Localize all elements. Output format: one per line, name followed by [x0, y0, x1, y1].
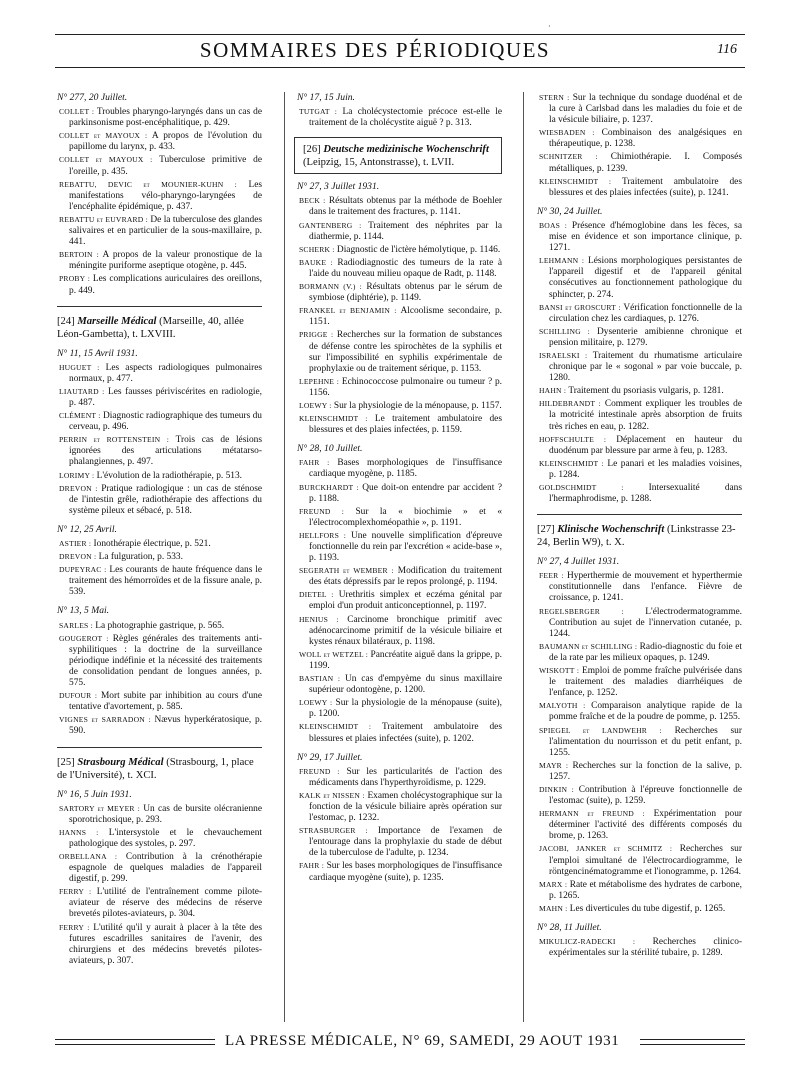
journal-heading — [294, 137, 502, 174]
list-item — [57, 386, 262, 409]
article-title: Comment expliquer les troubles de la motricité intestinale après absorption de fruits très riches en eau, p. 1282. — [549, 399, 743, 432]
author: FRANKEL et BENJAMIN : — [299, 306, 397, 316]
author: WOLL et WETZEL : — [299, 649, 369, 659]
article-title: Dysenterie amibienne chronique et pension militaire, p. 1279. — [549, 326, 742, 348]
list-item — [537, 434, 742, 457]
footer-rule-left — [55, 1039, 215, 1045]
issue-heading: N° 28, 11 Juillet. — [537, 922, 602, 933]
author: FAHR : — [299, 861, 325, 871]
article-title: Règles générales des traitements anti-syphilitiques : la doctrine de la surveillance périodique indéfinie et la nécessité des traitements de consolidation pendant de longues années, p. 575. — [69, 633, 262, 689]
list-item — [537, 903, 742, 915]
list-item — [57, 690, 262, 713]
author: JACOBI, JANKER et SCHMITZ : — [539, 844, 673, 854]
article-title: Hyperthermie de mouvement et hyperthermie constitutionnelle dans l'enfance. Fièvre de croissance, p. 1241. — [549, 571, 743, 604]
author: BANSI et GROSCURT : — [539, 302, 621, 312]
author: HENIUS : — [299, 614, 339, 624]
list-item — [297, 506, 502, 529]
article-title: Les complications auriculaires des oreillons, p. 449. — [69, 274, 262, 296]
article-title: Le traitement ambulatoire des blessures et des plaies infectées, p. 1159. — [309, 414, 502, 436]
author: SCHILLING : — [539, 326, 590, 336]
author: HELLFORS : — [299, 530, 347, 540]
list-item — [297, 482, 502, 505]
article-title: Modification du traitement des états dépressifs par le repos prolongé, p. 1194. — [309, 566, 503, 588]
issue-heading: N° 13, 5 Mai. — [57, 605, 110, 617]
author: BASTIAN : — [299, 674, 341, 684]
list-item — [297, 614, 502, 648]
author: WISKOTT : — [539, 666, 580, 676]
author: BAUMANN et SCHILLING : — [539, 641, 638, 651]
journal-heading — [537, 523, 742, 549]
list-item — [57, 362, 262, 385]
list-item — [57, 483, 262, 517]
page-header — [55, 34, 745, 70]
journal-heading — [57, 315, 262, 341]
author: COLLET et MAYOUX : — [59, 155, 153, 165]
article-title: Les fausses périviscérites en radiologie, p. 487. — [69, 386, 262, 408]
author: MIKULICZ-RADECKI : — [539, 937, 636, 947]
article-title: A propos de l'évolution du papillome du larynx, p. 433. — [69, 131, 262, 153]
top-mark: · — [548, 22, 551, 31]
list-item — [537, 220, 742, 254]
article-title: La cholécystectomie précoce est-elle le traitement de la cholécystite aiguë ? p. 313. — [309, 107, 503, 129]
author: SARTORY et MEYER : — [59, 803, 140, 813]
list-item — [297, 457, 502, 480]
article-title: Mort subite par inhibition au cours d'une tentative d'avortement, p. 585. — [69, 691, 262, 713]
journal-name: Klinische Wochenschrift — [557, 524, 665, 536]
article-title: Urethritis simplex et eczéma génital par emploi d'un produit anticonceptionnel, p. 1197. — [309, 590, 502, 612]
author: MAYR : — [539, 760, 569, 770]
author: PERRIN et ROTTENSTEIN : — [59, 435, 170, 445]
author: COLLET et MAYOUX : — [59, 131, 148, 141]
article-title: Que doit-on entendre par accident ? p. 1188. — [309, 482, 503, 504]
list-item — [57, 434, 262, 468]
author: SCHERK : — [299, 244, 335, 254]
author: ASTIER : — [59, 539, 92, 548]
list-item — [297, 565, 502, 588]
list-item — [57, 851, 262, 885]
author: HERMANN et FREUND : — [539, 809, 645, 819]
author: HANNS : — [59, 827, 99, 837]
author: MALYOTH : — [539, 701, 586, 711]
article-title: A propos de la valeur pronostique de la méningite puriforme aseptique otogène, p. 445. — [69, 250, 262, 272]
article-title: Traitement des néphrites par la diathermie, p. 1144. — [309, 220, 502, 242]
list-item — [297, 257, 502, 280]
list-item — [57, 470, 262, 482]
article-title: Sur les particularités de l'action des médicaments dans l'hyperthyroïdisme, p. 1229. — [309, 766, 502, 788]
author: DIETEL : — [299, 590, 334, 600]
list-item — [537, 350, 742, 384]
list-item — [297, 376, 502, 399]
author: PRIGGE : — [299, 330, 334, 340]
list-item — [57, 106, 262, 129]
footer-text: LA PRESSE MÉDICALE, N° 69, SAMEDI, 29 AOUT 1931 — [225, 1033, 620, 1049]
article-title: Contribution à l'épreuve fonctionnelle de l'estomac (suite), p. 1259. — [549, 784, 743, 807]
author: KLEINSCHMIDT : — [299, 414, 368, 424]
article-title: L'évolution de la radiothérapie, p. 513. — [96, 470, 243, 481]
article-title: Un cas d'empyème du sinus maxillaire supérieur odontogène, p. 1200. — [309, 674, 503, 696]
page-number: 116 — [717, 42, 737, 57]
list-item — [537, 808, 742, 842]
article-title: Pancréatite aiguë dans la grippe, p. 1199. — [309, 649, 503, 671]
list-item — [297, 697, 502, 720]
list-item — [537, 570, 742, 604]
list-item — [537, 606, 742, 640]
article-title: Carcinome bronchique primitif avec adénocarcinome primitif de la vésicule biliaire et kystes rénaux bilatéraux, p. 1198. — [309, 614, 503, 647]
article-title: L'utilité de l'entraînement comme pilote-aviateur de réserve des médecins de réserve brevetés pilotes-aviateurs, p. 304. — [69, 887, 262, 920]
list-item — [57, 714, 262, 737]
list-item — [297, 589, 502, 612]
header-rule-bottom — [55, 67, 745, 68]
author: WIESBADEN : — [539, 128, 595, 138]
author: BECK : — [299, 196, 326, 206]
issue-heading: N° 30, 24 Juillet. — [537, 205, 603, 217]
journal-info: (Linkstrasse 23-24, Berlin W9), t. X. — [537, 524, 736, 549]
list-item — [57, 538, 262, 550]
author: FAHR : — [299, 458, 330, 468]
list-item — [537, 458, 742, 481]
list-item — [537, 641, 742, 664]
list-item — [297, 244, 502, 256]
article-title: Examen cholécystographique sur la fonction de la vésicule biliaire après opération sur l'estomac, p. 1232. — [309, 790, 502, 824]
author: GOLDSCHMIDT : — [539, 483, 624, 492]
article-title: Sur les bases morphologiques de l'insuffisance cardiaque myogène (suite), p. 1235. — [309, 861, 502, 883]
article-title: Une nouvelle simplification d'épreuve fonctionnelle du rein par l'excrétion « acide-base », p. 1193. — [309, 530, 502, 564]
author: KLEINSCHMIDT : — [299, 722, 372, 732]
article-title: Recherches sur la fonction de la salive, p. 1257. — [549, 760, 742, 782]
author: DREVON : — [59, 483, 98, 493]
author: CLÉMENT : — [59, 411, 101, 421]
journal-info: (Marseille, 40, allée Léon-Gambetta), t. LXVIII. — [57, 315, 244, 340]
list-item — [57, 564, 262, 598]
author: PROBY : — [59, 274, 90, 284]
list-item — [537, 398, 742, 432]
author: FEER : — [539, 571, 564, 581]
article-title: Ionothérapie électrique, p. 521. — [93, 539, 211, 549]
article-title: Traitement ambulatoire des blessures et plaies infectées (suite), p. 1202. — [309, 722, 502, 744]
list-item — [537, 326, 742, 349]
author: BOAS : — [539, 220, 568, 230]
list-item — [537, 665, 742, 699]
article-title: Expérimentation pour déterminer l'activité des différents composés du brome, p. 1263. — [549, 809, 743, 842]
list-item — [537, 151, 742, 174]
author: STERN : — [539, 93, 570, 102]
list-item — [297, 305, 502, 328]
article-title: Les manifestations vélo-pharyngo-laryngées de l'encéphalite épidémique, p. 437. — [69, 179, 263, 212]
author: DUPEYRAC : — [59, 565, 107, 575]
article-title: Emploi de pomme fraîche pulvérisée dans le traitement des maladies diarrhéiques de l'enfance, p. 1252. — [549, 666, 742, 699]
author: LOEWY : — [299, 698, 333, 708]
article-title: Recherches sur l'alimentation du nourrisson et du petit enfant, p. 1255. — [549, 725, 742, 758]
list-item — [57, 273, 262, 296]
author: FERRY : — [59, 887, 92, 897]
list-item — [297, 766, 502, 789]
list-item — [297, 673, 502, 696]
list-item — [537, 385, 742, 397]
list-item — [57, 551, 262, 563]
list-item — [537, 700, 742, 723]
issue-heading: N° 28, 10 Juillet. — [297, 443, 363, 455]
author: REBATTU et EUVRARD : — [59, 214, 148, 224]
journal-number: [26] — [303, 144, 321, 156]
author: SPIEGEL et LANDWEHR : — [539, 725, 662, 735]
footer-rule-right — [640, 1039, 745, 1045]
article-title: La fulguration, p. 533. — [98, 552, 183, 563]
author: ISRAELSKI : — [539, 350, 588, 360]
article-title: Radio-diagnostic du foie et de la rate par les milieux opaques, p. 1249. — [549, 641, 742, 663]
section-divider — [537, 514, 742, 515]
article-title: Déplacement en hauteur du duodénum par blessure par arme à feu, p. 1283. — [549, 434, 743, 456]
article-title: Contribution à la crénothérapie espagnole de quelques maladies de l'appareil digestif, p. 299. — [69, 851, 262, 885]
article-title: Les aspects radiologiques pulmonaires normaux, p. 477. — [69, 362, 263, 384]
list-item — [537, 936, 742, 959]
list-item — [57, 130, 262, 153]
article-title: Recherches sur la formation de substances de défense contre les spirochètes de la syphilis et sur l'impossibilité en syphilis expérimentale de prophylaxie ou de traitement sérique, p. 1153. — [309, 330, 503, 374]
article-title: Echinococcose pulmonaire ou tumeur ? p. 1156. — [309, 376, 502, 398]
author: BORMANN (V.) : — [299, 282, 362, 292]
author: FERRY : — [59, 922, 90, 932]
author: HILDEBRANDT : — [539, 399, 601, 409]
list-item — [297, 106, 502, 129]
journal-number: [24] — [57, 315, 75, 327]
article-title: Intersexualité dans l'hermaphrodisme, p. 1288. — [549, 483, 743, 505]
article-title: Comparaison analytique rapide de la pomme fraîche et de la poudre de pomme, p. 1255. — [549, 701, 743, 723]
author: BURCKHARDT : — [299, 482, 359, 492]
section-divider — [57, 747, 262, 748]
article-title: Trois cas de lésions ignorées des articulations métatarso-phalangiennes, p. 497. — [69, 435, 262, 468]
article-title: Nævus hyperkératosique, p. 590. — [69, 715, 263, 737]
article-title: Un cas de bursite olécranienne sporotrichosique, p. 293. — [69, 803, 262, 825]
article-title: Importance de l'examen de l'entourage dans la prophylaxie du stade de début de la tuberculose de l'adulte, p. 1234. — [309, 826, 502, 859]
article-title: Traitement du rhumatisme articulaire chronique par le « sogonal » par voie buccale, p. 1280. — [549, 350, 742, 384]
list-item — [297, 530, 502, 564]
article-title: Sur la technique du sondage duodénal et de la cure à Carlsbad dans les maladies du foie et de la vésicule biliaire, p. 1237. — [549, 93, 743, 126]
list-item — [537, 176, 742, 199]
author: GOUGEROT : — [59, 633, 109, 643]
author: FREUND : — [299, 506, 345, 516]
list-item — [57, 214, 262, 248]
issue-heading: N° 277, 20 Juillet. — [57, 92, 128, 103]
list-item — [297, 825, 502, 859]
list-item — [537, 255, 742, 300]
author: SARLES : — [59, 620, 93, 630]
list-item — [297, 721, 502, 744]
journal-info: (Strasbourg, 1, place de l'Université), t. XCI. — [57, 756, 254, 781]
list-item — [57, 620, 262, 632]
column-3 — [537, 92, 742, 960]
author: HUGUET : — [59, 362, 100, 372]
article-title: Diagnostic radiographique des tumeurs du cerveau, p. 496. — [69, 411, 262, 433]
article-title: Diagnostic de l'ictère hémolytique, p. 1146. — [336, 244, 501, 255]
author: KALK et NISSEN : — [299, 790, 365, 800]
author: DINKIN : — [539, 784, 574, 794]
page-title: SOMMAIRES DES PÉRIODIQUES — [199, 38, 551, 62]
author: STRASBURGER : — [299, 826, 368, 836]
list-item — [57, 633, 262, 689]
column-separator — [523, 92, 524, 1022]
list-item — [57, 249, 262, 272]
article-title: L'intersystole et le chevauchement pathologique des systoles, p. 297. — [69, 827, 262, 849]
article-title: Sur la physiologie de la ménopause (suite), p. 1200. — [309, 698, 502, 720]
article-title: De la tuberculose des glandes salivaires et en particulier de la sous-maxillaire, p. 441. — [69, 214, 262, 248]
author: SCHNITZER : — [539, 152, 598, 162]
issue-heading: N° 27, 4 Juillet 1931. — [537, 556, 620, 568]
author: SEGERATH et WEMBER : — [299, 566, 394, 576]
article-title: Combinaison des analgésiques en thérapeutique, p. 1238. — [549, 128, 743, 150]
article-title: L'électrodermatogramme. Contribution au sujet de l'innervation cutanée, p. 1244. — [549, 606, 742, 639]
journal-name: Strasbourg Médical — [77, 756, 164, 768]
author: HOFFSCHULTE : — [539, 434, 607, 444]
article-title: La photographie gastrique, p. 565. — [95, 620, 225, 631]
author: LOEWY : — [299, 400, 332, 410]
article-title: Les diverticules du tube digestif, p. 1265. — [569, 903, 726, 914]
author: DREVON : — [59, 552, 97, 562]
author: LIAUTARD : — [59, 386, 105, 396]
author: REGELSBERGER : — [539, 606, 624, 616]
column-2 — [297, 92, 502, 885]
list-item — [57, 827, 262, 850]
journal-name: Marseille Médical — [77, 315, 157, 327]
issue-heading: N° 16, 5 Juin 1931. — [57, 788, 132, 800]
author: COLLET : — [59, 107, 95, 117]
article-title: Les courants de haute fréquence dans le traitement des hémorroïdes et de la fissure anale, p. 539. — [69, 565, 263, 598]
list-item — [57, 154, 262, 177]
author: DUFOUR : — [59, 691, 98, 701]
list-item — [297, 790, 502, 824]
list-item — [57, 803, 262, 826]
article-title: Résultats obtenus par le sérum de symbiose (diphtérie), p. 1149. — [309, 282, 502, 304]
list-item — [537, 482, 742, 505]
issue-heading: N° 17, 15 Juin. — [297, 92, 355, 103]
column-1 — [57, 92, 262, 968]
article-title: Sur la « biochimie » et « l'électrocomplexhoméopathie », p. 1191. — [309, 506, 503, 528]
list-item — [537, 784, 742, 807]
author: VIGNES et SARRADON : — [59, 715, 151, 725]
article-title: Recherches clinico-expérimentales sur la stérilité tubaire, p. 1289. — [549, 937, 743, 959]
list-item — [297, 400, 502, 412]
article-title: Bases morphologiques de l'insuffisance cardiaque myogène, p. 1185. — [309, 458, 503, 480]
article-title: Le panari et les maladies voisines, p. 1284. — [549, 458, 742, 480]
issue-heading: N° 29, 17 Juillet. — [297, 751, 363, 763]
author: LEHMANN : — [539, 256, 585, 266]
list-item — [297, 281, 502, 304]
author: KLEINSCHMIDT : — [539, 458, 604, 468]
author: BERTOIN : — [59, 250, 99, 260]
author: BAUKE : — [299, 257, 333, 267]
list-item — [57, 179, 262, 213]
list-item — [537, 127, 742, 150]
issue-heading: N° 11, 15 Avril 1931. — [57, 347, 138, 359]
list-item — [297, 220, 502, 243]
list-item — [537, 843, 742, 877]
author: TUTGAT : — [299, 107, 338, 117]
article-title: Traitement ambulatoire des blessures et des plaies infectées (suite), p. 1241. — [549, 176, 742, 198]
journal-name: Deutsche medizinische Wochenschrift — [323, 144, 489, 156]
list-item — [537, 879, 742, 902]
section-divider — [57, 306, 262, 307]
author: KLEINSCHMIDT : — [539, 176, 612, 186]
article-title: Rate et métabolisme des hydrates de carbone, p. 1265. — [549, 879, 742, 901]
list-item — [57, 922, 262, 967]
article-title: Résultats obtenus par la méthode de Boehler dans le traitement des fractures, p. 1141. — [309, 196, 502, 218]
author: ORBELLANA : — [59, 851, 118, 861]
article-title: Tuberculose primitive de l'oreille, p. 435. — [69, 155, 262, 177]
journal-number: [25] — [57, 756, 75, 768]
list-item — [297, 413, 502, 436]
article-title: Présence d'hémoglobine dans les fèces, sa mise en évidence et son importance clinique, p. 1271. — [549, 220, 742, 254]
issue-heading: N° 12, 25 Avril. — [57, 523, 117, 535]
author: MARX : — [539, 879, 568, 889]
author: GANTENBERG : — [299, 220, 362, 230]
list-item — [537, 302, 742, 325]
article-title: Lésions morphologiques persistantes de l'appareil digestif et de l'appareil génital consécutives au fonctionnement pathologique du sphincter, p. 274. — [549, 256, 743, 300]
author: FREUND : — [299, 766, 340, 776]
list-item — [297, 329, 502, 374]
list-item — [537, 760, 742, 783]
article-title: L'utilité qu'il y aurait à placer à la tête des futures escadrilles sanitaires de l'avenir, des chirurgiens et des médecins brevetés pilotes-aviateurs, p. 307. — [69, 922, 262, 966]
article-title: Pratique radiologique : un cas de sténose de l'intestin grêle, radiothérapie des affections du système pileux et sébacé, p. 518. — [69, 483, 263, 516]
article-title: Chimiothérapie. I. Composés métalliques, p. 1239. — [549, 152, 742, 174]
list-item — [297, 195, 502, 218]
list-item — [297, 860, 502, 883]
journal-heading — [57, 756, 262, 782]
header-rule-top — [55, 34, 745, 35]
list-item — [297, 649, 502, 672]
author: LORIMY : — [59, 470, 95, 480]
list-item — [57, 410, 262, 433]
article-title: Sur la physiologie de la ménopause, p. 1157. — [333, 400, 502, 411]
article-title: Recherches sur l'emploi simultané de l'électrocardiogramme, le röntgencinématogramme et l'ionogramme, p. 1264. — [549, 844, 742, 877]
journal-number: [27] — [537, 524, 555, 536]
journal-info: (Leipzig, 15, Antonstrasse), t. LVII. — [303, 157, 455, 169]
author: MAHN : — [539, 903, 568, 913]
author: LEPEHNE : — [299, 376, 340, 386]
article-title: Vérification fonctionnelle de la circulation chez les cardiaques, p. 1276. — [549, 302, 742, 324]
article-title: Traitement du psoriasis vulgaris, p. 1281. — [568, 386, 724, 397]
list-item — [57, 886, 262, 920]
author: HAHN : — [539, 386, 567, 396]
issue-heading: N° 27, 3 Juillet 1931. — [297, 181, 380, 193]
list-item — [537, 92, 742, 126]
list-item — [537, 725, 742, 759]
author: REBATTU, DEVIC et MOUNIER-KUHN : — [59, 179, 237, 189]
column-separator — [284, 92, 285, 1022]
page-footer — [55, 1033, 745, 1053]
article-title: Troubles pharyngo-laryngés dans un cas de parkinsonisme post-encéphalitique, p. 429. — [69, 107, 262, 129]
article-title: Alcoolisme secondaire, p. 1151. — [309, 306, 502, 328]
article-title: Radiodiagnostic des tumeurs de la rate à l'aide du nouveau milieu opaque de Radt, p. 1148. — [309, 257, 502, 279]
